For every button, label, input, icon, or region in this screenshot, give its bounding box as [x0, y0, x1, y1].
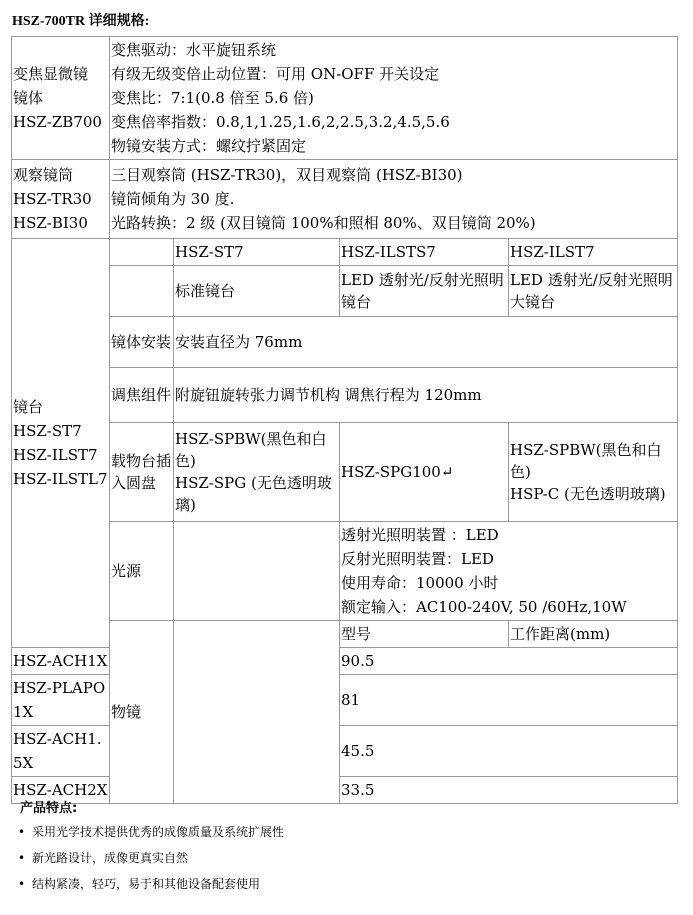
focus-label: 调焦组件	[111, 386, 172, 404]
stand-types-row	[12, 266, 678, 317]
objective-distance: 81	[340, 675, 678, 726]
stand-type-cell	[340, 266, 509, 317]
stand-name-line: 镜台	[13, 398, 44, 416]
stand-plate-row	[12, 423, 678, 522]
light-line: 使用寿命：10000 小时	[341, 574, 499, 592]
mount-label: 镜体安装	[111, 333, 172, 351]
plate-label-cell	[110, 423, 174, 522]
list-item	[18, 823, 284, 849]
stand-type-text: LED 透射光/反射光照明大镜台	[510, 271, 673, 311]
light-line: 反射光照明装置：LED	[341, 550, 494, 568]
tube-name-line: 观察镜筒	[13, 166, 74, 184]
list-item	[18, 875, 284, 901]
plate-line: HSZ-SPBW(黑色和白色)	[175, 430, 327, 470]
zoom-name-line: HSZ-ZB700	[13, 113, 102, 131]
light-line: 额定输入：AC100-240V, 50 /60Hz,10W	[341, 598, 627, 616]
zoom-detail: 物镜安装方式：螺纹拧紧固定	[111, 137, 307, 155]
stand-models-row	[12, 239, 678, 266]
feature-text: 结构紧凑，轻巧，易于和其他设备配套使用	[32, 877, 261, 891]
zoom-detail: 变焦驱动：水平旋钮系统	[111, 41, 277, 59]
tube-detail: 镜筒倾角为 30 度.	[111, 190, 235, 208]
zoom-detail: 变焦比：7:1(0.8 倍至 5.6 倍)	[111, 89, 314, 107]
light-details-cell	[340, 522, 678, 621]
zoom-row	[12, 37, 678, 160]
bullet-icon: •	[18, 825, 26, 839]
objective-distance: 33.5	[340, 777, 678, 804]
plate-cell: HSZ-SPG100↵	[340, 423, 509, 522]
objective-name-cell: 物镜	[110, 621, 174, 804]
features-title: 产品特点:	[20, 801, 78, 816]
tube-name-cell	[12, 160, 110, 239]
zoom-name-cell	[12, 37, 110, 160]
focus-label-cell	[110, 368, 174, 423]
tube-detail: 三目观察筒 (HSZ-TR30)，双目观察筒 (HSZ-BI30)	[111, 166, 463, 184]
mount-label-cell	[110, 317, 174, 368]
objective-model: HSZ-ACH1X	[12, 648, 110, 675]
stand-model-cell: HSZ-ILST7	[509, 239, 678, 266]
stand-type-text: LED 透射光/反射光照明镜台	[341, 271, 504, 311]
spec-table	[11, 36, 678, 804]
stand-model-cell: HSZ-ILSTS7	[340, 239, 509, 266]
page-title: HSZ-700TR 详细规格:	[12, 14, 150, 29]
zoom-details-cell	[110, 37, 678, 160]
feature-text: 新光路设计，成像更真实自然	[32, 851, 189, 865]
plate-line: HSZ-SPBW(黑色和白色)	[510, 441, 662, 481]
focus-value-cell: 附旋钮旋转张力调节机构 调焦行程为 120mm	[174, 368, 678, 423]
stand-mount-row	[12, 317, 678, 368]
bullet-icon: •	[18, 877, 26, 891]
empty-cell	[110, 266, 174, 317]
stand-focus-row	[12, 368, 678, 423]
plate-cell	[174, 423, 340, 522]
plate-line: HSP-C (无色透明玻璃)	[510, 485, 666, 503]
plate-cell	[509, 423, 678, 522]
tube-row	[12, 160, 678, 239]
stand-name-cell	[12, 239, 110, 648]
objective-header-model: 型号	[340, 621, 509, 648]
stand-name-line: HSZ-ILSTL7	[13, 470, 108, 488]
feature-text: 采用光学技术提供优秀的成像质量及系统扩展性	[32, 825, 285, 839]
light-line: 透射光照明装置 ：LED	[341, 526, 499, 544]
objective-distance: 90.5	[340, 648, 678, 675]
plate-line: HSZ-SPG (无色透明玻璃)	[175, 474, 332, 514]
tube-detail: 光路转换：2 级 (双目镜筒 100%和照相 80%、双目镜筒 20%)	[111, 214, 536, 232]
stand-type-cell: 标准镜台	[174, 266, 340, 317]
objective-model: HSZ-ACH2X	[12, 777, 110, 804]
zoom-name-line: 变焦显微镜	[13, 65, 89, 83]
bullet-icon: •	[18, 851, 26, 865]
tube-name-line: HSZ-BI30	[13, 214, 88, 232]
zoom-detail: 有级无级变倍止动位置：可用 ON-OFF 开关设定	[111, 65, 440, 83]
light-label-cell: 光源	[110, 522, 174, 621]
features-list	[18, 823, 284, 901]
zoom-name-line: 镜体	[13, 89, 44, 107]
stand-light-row	[12, 522, 678, 621]
objective-model: HSZ-ACH1.5X	[12, 726, 110, 777]
tube-name-line: HSZ-TR30	[13, 190, 92, 208]
empty-cell	[110, 239, 174, 266]
tube-details-cell	[110, 160, 678, 239]
empty-cell	[174, 522, 340, 621]
objective-model: HSZ-PLAPO1X	[12, 675, 110, 726]
plate-label: 载物台插入圆盘	[111, 452, 172, 492]
empty-cell	[174, 621, 340, 804]
zoom-detail: 变焦倍率指数：0.8,1,1.25,1.6,2,2.5,3.2,4.5,5.6	[111, 113, 450, 131]
mount-value-cell: 安装直径为 76mm	[174, 317, 678, 368]
objective-header-row	[12, 621, 678, 648]
stand-model-cell: HSZ-ST7	[174, 239, 340, 266]
objective-header-distance: 工作距离(mm)	[509, 621, 678, 648]
list-item	[18, 849, 284, 875]
stand-name-line: HSZ-ILST7	[13, 446, 98, 464]
objective-distance: 45.5	[340, 726, 678, 777]
stand-type-cell	[509, 266, 678, 317]
stand-name-line: HSZ-ST7	[13, 422, 82, 440]
